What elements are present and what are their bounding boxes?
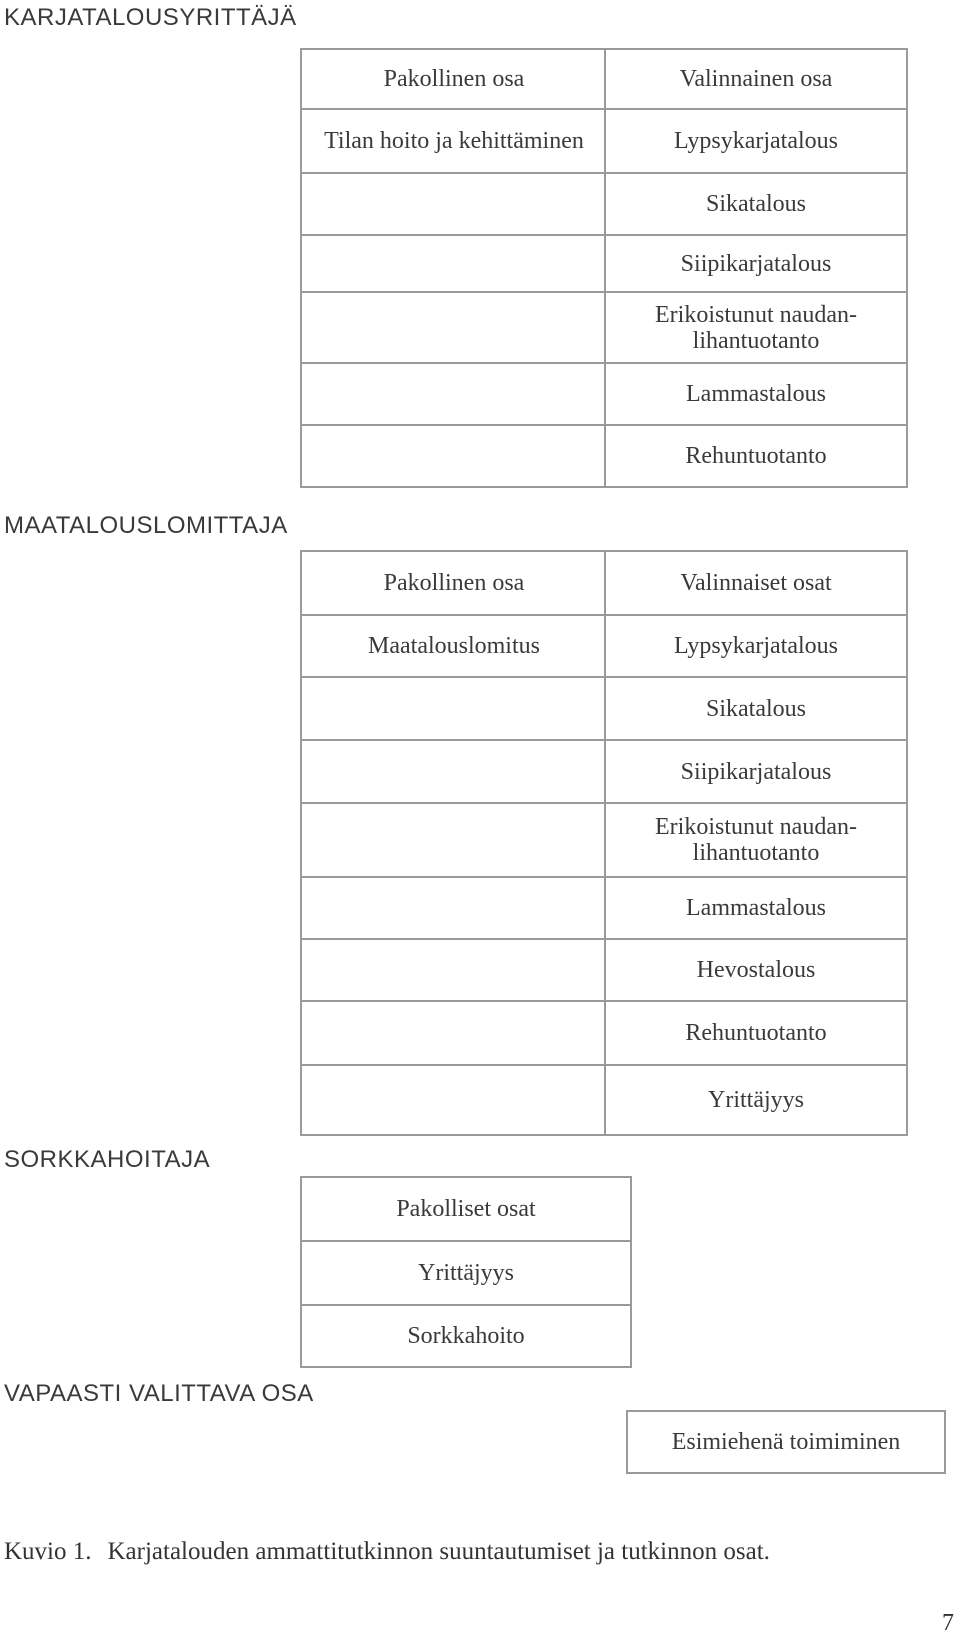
mandatory-item: Sorkkahoito	[407, 1323, 525, 1349]
mandatory-header: Pakolliset osat	[396, 1196, 536, 1222]
divider	[302, 291, 606, 293]
figure-caption	[4, 1538, 770, 1566]
mandatory-item: Maatalouslomitus	[368, 633, 540, 659]
divider	[302, 172, 606, 174]
optional-item: Sikatalous	[706, 191, 806, 217]
optional-header: Valinnaiset osat	[680, 570, 832, 596]
mandatory-header: Pakollinen osa	[383, 570, 525, 596]
optional-item: Siipikarjatalous	[680, 250, 832, 277]
optional-header: Valinnainen osa	[679, 66, 833, 92]
caption-label: Kuvio 1.	[4, 1538, 92, 1565]
mandatory-item: Tilan hoito ja kehittäminen	[324, 128, 584, 154]
sorkkahoitaja-table	[300, 1176, 632, 1368]
section-title-vapaasti-valittava: VAPAASTI VALITTAVA OSA	[4, 1380, 314, 1407]
optional-column	[604, 50, 906, 486]
divider	[302, 739, 606, 741]
optional-item: Sikatalous	[706, 695, 806, 722]
divider	[302, 1000, 606, 1002]
optional-item: Rehuntuotanto	[685, 443, 827, 469]
divider	[302, 424, 606, 426]
mandatory-column	[302, 552, 606, 1134]
optional-item: Yrittäjyys	[708, 1087, 804, 1113]
page-number: 7	[942, 1610, 954, 1636]
section-title-karjatalousyrittaja: KARJATALOUSYRITTÄJÄ	[4, 4, 297, 31]
optional-item: Erikoistunut naudan- lihantuotanto	[655, 814, 857, 866]
optional-item: Rehuntuotanto	[685, 1020, 827, 1046]
divider	[302, 802, 606, 804]
divider	[302, 676, 606, 678]
optional-item: Esimiehenä toimiminen	[671, 1429, 901, 1455]
optional-column	[604, 552, 906, 1134]
mandatory-header: Pakollinen osa	[383, 66, 525, 92]
divider	[302, 234, 606, 236]
karjatalousyrittaja-table	[300, 48, 908, 488]
section-title-maatalouslomittaja: MAATALOUSLOMITTAJA	[4, 512, 288, 539]
caption-text: Karjatalouden ammattitutkinnon suuntautumiset ja tutkinnon osat.	[107, 1538, 770, 1565]
optional-item: Lammastalous	[686, 381, 826, 407]
divider	[302, 938, 606, 940]
mandatory-item: Yrittäjyys	[418, 1260, 514, 1286]
section-title-sorkkahoitaja: SORKKAHOITAJA	[4, 1146, 211, 1173]
optional-item: Hevostalous	[696, 957, 816, 983]
vapaasti-valittava-box	[626, 1410, 946, 1474]
optional-item: Erikoistunut naudan- lihantuotanto	[655, 301, 857, 354]
divider	[302, 1064, 606, 1066]
optional-item: Lypsykarjatalous	[674, 633, 838, 659]
divider	[302, 876, 606, 878]
divider	[302, 362, 606, 364]
optional-item: Lypsykarjatalous	[674, 128, 838, 154]
optional-item: Siipikarjatalous	[680, 758, 832, 785]
maatalouslomittaja-table	[300, 550, 908, 1136]
optional-item: Lammastalous	[686, 895, 826, 921]
mandatory-column	[302, 50, 606, 486]
